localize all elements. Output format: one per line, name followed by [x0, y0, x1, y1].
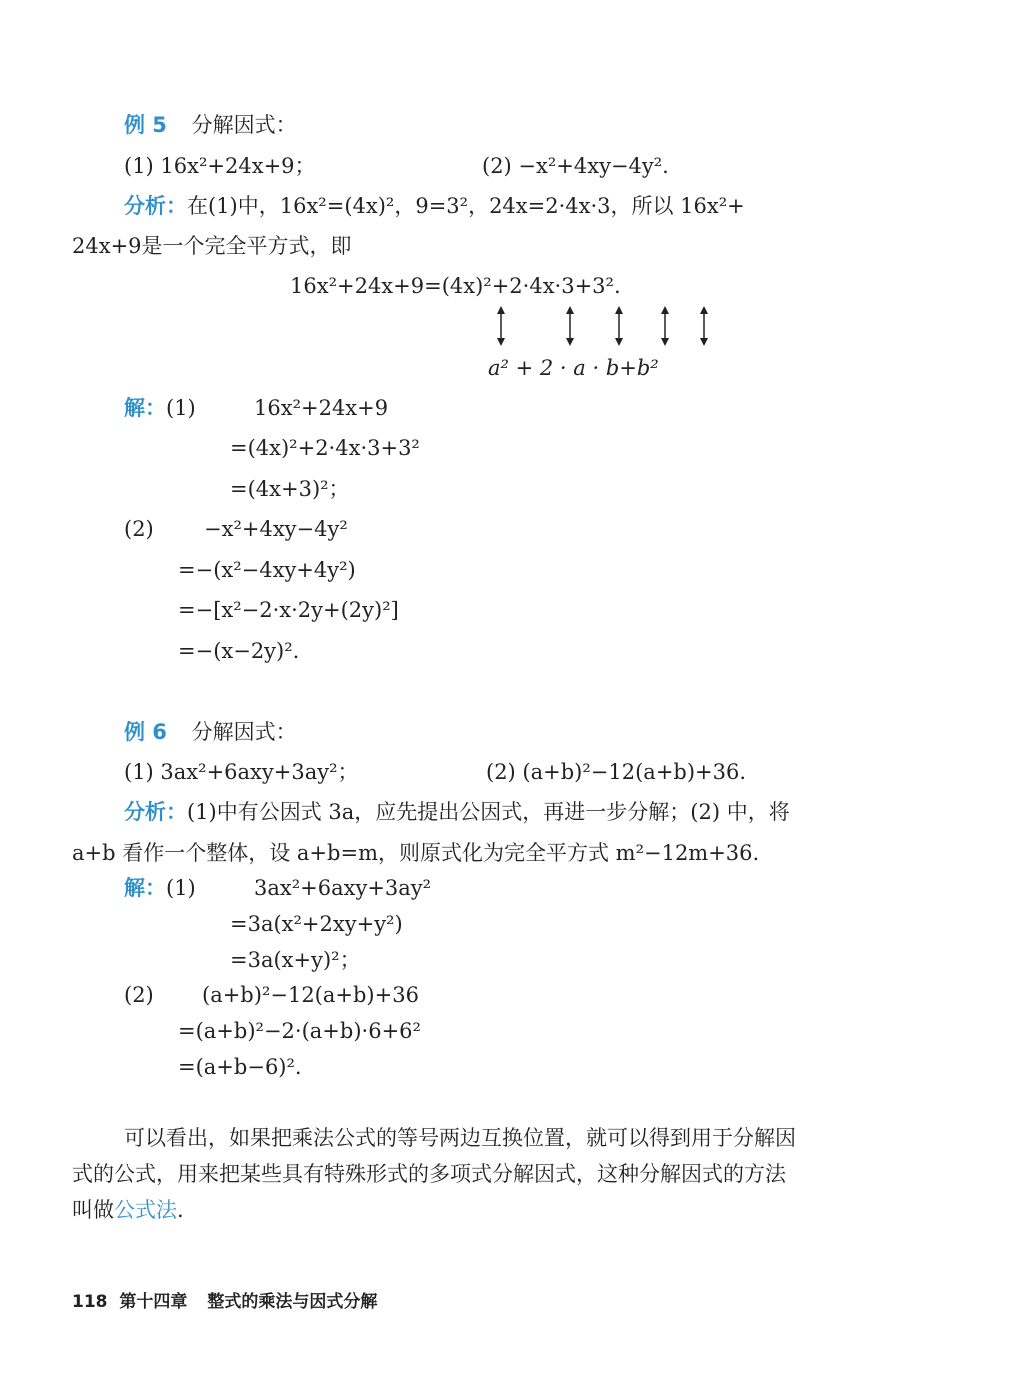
example5-sol1-step0: 16x²+24x+9 — [254, 396, 389, 420]
double-arrow-icon — [612, 306, 626, 346]
example5-problem1: (1) 16x²+24x+9； — [124, 154, 316, 178]
example6-sol2-num: (2) — [124, 983, 154, 1007]
example6-analysis — [124, 802, 790, 823]
example5-sol2-step3: =−(x−2y)². — [178, 639, 300, 663]
example5-pattern: a² + 2 · a · b+b² — [488, 356, 659, 380]
double-arrow-icon — [658, 306, 672, 346]
example5-analysis-line1: 在(1)中，16x²=(4x)²，9=3²，24x=2·4x·3，所以 16x²+ — [187, 194, 745, 218]
double-arrow-icon — [697, 306, 711, 346]
example6-sol1-step1: =3a(x²+2xy+y²) — [230, 912, 403, 936]
example6-analysis-label: 分析： — [124, 800, 187, 824]
example6-analysis-line1: (1)中有公因式 3a，应先提出公因式，再进一步分解；(2) 中，将 — [187, 800, 790, 824]
conclusion-line3-prefix: 叫做 — [72, 1198, 114, 1222]
example5-title: 分解因式： — [191, 113, 297, 137]
chapter-title: 整式的乘法与因式分解 — [207, 1292, 378, 1312]
example5-solution-label-row — [124, 398, 196, 419]
example5-sol2-step1: =−(x²−4xy+4y²) — [178, 558, 356, 582]
example6-sol2-step1: =(a+b)²−2·(a+b)·6+6² — [178, 1019, 421, 1043]
example5-analysis-label: 分析： — [124, 194, 187, 218]
example5-sol2-step0: −x²+4xy−4y² — [204, 517, 348, 541]
conclusion-line3 — [72, 1200, 184, 1221]
example6-sol2-step0: (a+b)²−12(a+b)+36 — [202, 983, 419, 1007]
example5-sol2-step2: =−[x²−2·x·2y+(2y)²] — [178, 598, 399, 622]
example6-analysis-line2: a+b 看作一个整体，设 a+b=m，则原式化为完全平方式 m²−12m+36. — [72, 841, 760, 865]
example6-problem1: (1) 3ax²+6axy+3ay²； — [124, 760, 359, 784]
double-arrow-icon — [494, 306, 508, 346]
conclusion-term: 公式法 — [114, 1198, 177, 1222]
conclusion-line2: 式的公式，用来把某些具有特殊形式的多项式分解因式，这种分解因式的方法 — [72, 1162, 786, 1186]
page-number: 118 — [72, 1292, 108, 1312]
example5-analysis-line2: 24x+9是一个完全平方式，即 — [72, 234, 352, 258]
example5-problem2: (2) −x²+4xy−4y². — [482, 154, 669, 178]
example6-label: 例 6 — [124, 720, 167, 744]
example5-label: 例 5 — [124, 113, 167, 137]
example5-analysis — [124, 196, 745, 217]
example5-formula: 16x²+24x+9=(4x)²+2·4x·3+3². — [290, 274, 621, 298]
example6-solution-label: 解： — [124, 876, 166, 900]
example5-sol1-step2: =(4x+3)²； — [230, 477, 350, 501]
example6-solution-label-row — [124, 878, 196, 899]
page-footer — [72, 1294, 377, 1311]
example5-heading — [124, 115, 297, 136]
example6-sol1-num: (1) — [166, 876, 196, 900]
example5-sol1-num: (1) — [166, 396, 196, 420]
example5-sol1-step1: =(4x)²+2·4x·3+3² — [230, 436, 420, 460]
conclusion-line1: 可以看出，如果把乘法公式的等号两边互换位置，就可以得到用于分解因 — [124, 1126, 796, 1150]
conclusion-line3-suffix: . — [177, 1198, 184, 1222]
example6-problem2: (2) (a+b)²−12(a+b)+36. — [486, 760, 747, 784]
chapter-number: 第十四章 — [119, 1292, 188, 1312]
example5-sol2-num: (2) — [124, 517, 154, 541]
double-arrow-icon — [563, 306, 577, 346]
example5-solution-label: 解： — [124, 396, 166, 420]
example6-title: 分解因式： — [191, 720, 297, 744]
example6-sol1-step2: =3a(x+y)²； — [230, 948, 361, 972]
example6-heading — [124, 722, 297, 743]
example6-sol2-step2: =(a+b−6)². — [178, 1055, 302, 1079]
example6-sol1-step0: 3ax²+6axy+3ay² — [254, 876, 432, 900]
